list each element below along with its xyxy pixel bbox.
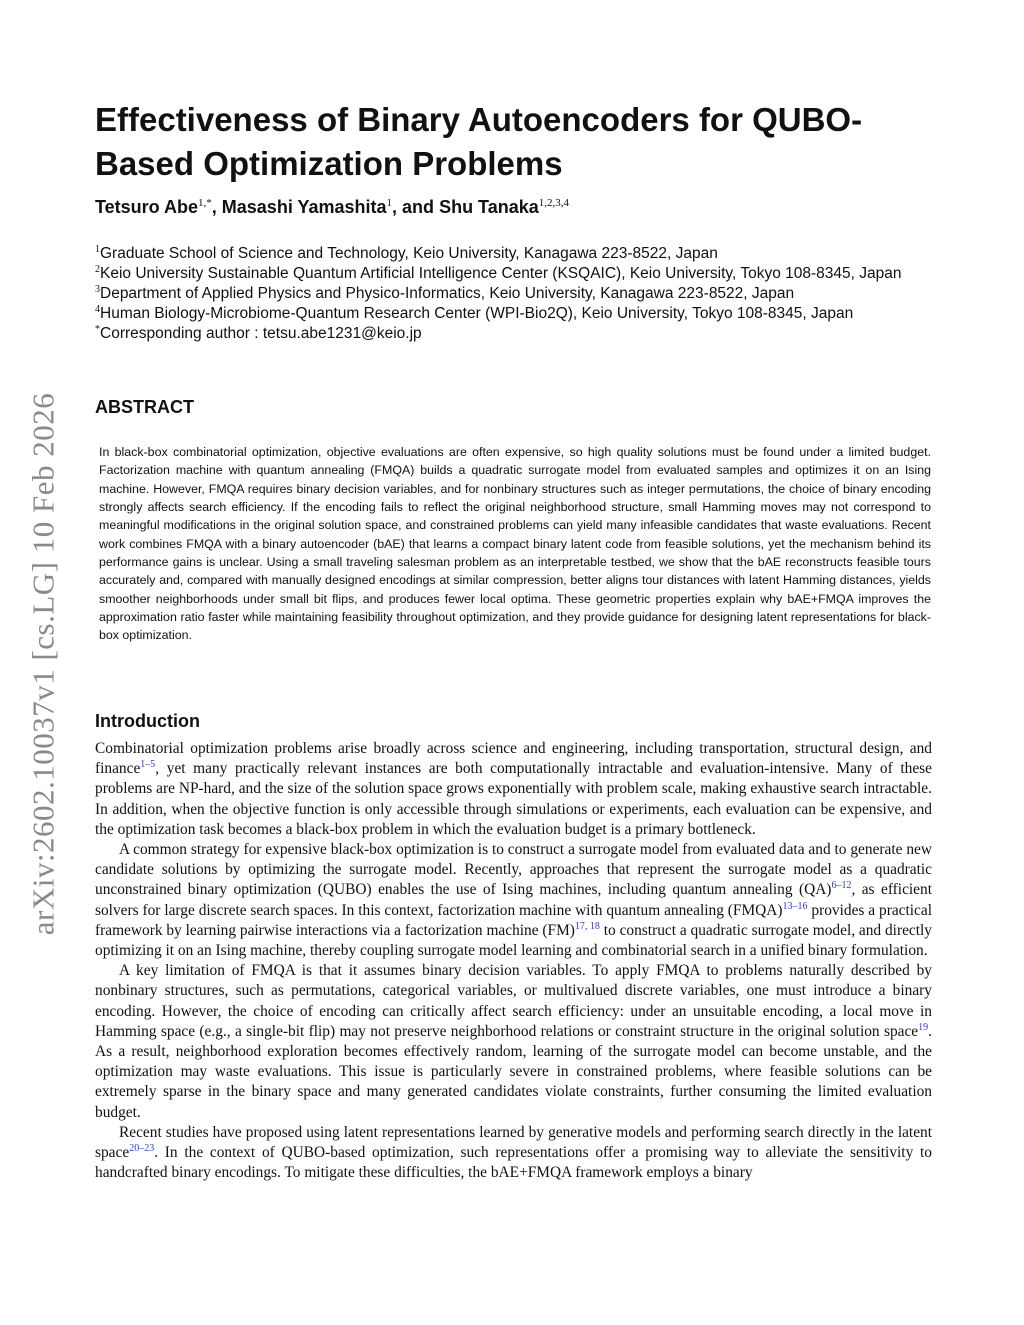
author-name: Shu Tanaka (439, 197, 539, 217)
affiliation-mark: * (95, 324, 100, 335)
citation-link[interactable]: 17, 18 (574, 920, 600, 932)
citation-link[interactable]: 6–12 (831, 880, 852, 892)
author-affiliation-mark: 1,* (198, 197, 212, 209)
affiliation-text: Department of Applied Physics and Physico-Informatics, Keio University, Kanagawa 223-8522, Japan (100, 285, 795, 302)
affiliation-mark: 3 (95, 284, 100, 295)
affiliation-mark: 4 (95, 304, 100, 315)
citation-link[interactable]: 1–5 (140, 759, 156, 771)
corresponding-author (95, 324, 945, 344)
author-list (95, 194, 945, 220)
affiliation-mark: 2 (95, 264, 100, 275)
affiliation-item (95, 284, 945, 304)
affiliation-text: Human Biology-Microbiome-Quantum Research Center (WPI-Bio2Q), Keio University, Tokyo 108-8345, Japan (100, 305, 854, 322)
author-separator: , (211, 197, 222, 217)
author-affiliation-mark: 1 (386, 197, 393, 209)
author-name: Tetsuro Abe (95, 197, 199, 217)
author-affiliation-mark: 1,2,3,4 (538, 197, 570, 209)
citation-link[interactable]: 20–23 (129, 1143, 155, 1155)
corresponding-author-text: Corresponding author : tetsu.abe1231@keio.jp (100, 325, 422, 342)
affiliation-item (95, 244, 945, 264)
affiliation-mark: 1 (95, 244, 100, 255)
affiliation-list (95, 244, 945, 344)
introduction-paragraph: Combinatorial optimization problems arise broadly across science and engineering, including transportation, structural design, and finance$^{1-5}$, yet many practically relevant instances are both computationally intractable and evaluation-intensive. Many of these problems are NP-hard, and the size of the solution space grows exponentially with problem scale, making exhaustive search intractable. In addition, when the objective function is only accessible through simulations or experiments, each evaluation can be expensive, and the optimization task becomes a black-box problem in which the evaluation budget is a primary bottleneck. (95, 740, 932, 838)
introduction-heading: Introduction (95, 711, 200, 731)
abstract-body: In black-box combinatorial optimization, objective evaluations are often expensive, so high quality solutions must be found under a limited budget. Factorization machine with quantum annealing (FMQA) builds a quadratic surrogate model from evaluated samples and optimizes it on an Ising machine. However, FMQA requires binary decision variables, and for nonbinary structures such as integer permutations, the choice of binary encoding strongly affects search efficiency. If the encoding fails to reflect the original neighborhood structure, small Hamming moves may not correspond to meaningful modifications in the original solution space, and constrained problems can yield many infeasible candidates that waste evaluations. Recent work combines FMQA with a binary autoencoder (bAE) that learns a compact binary latent code from feasible solutions, yet the mechanism behind its performance gains is unclear. Using a small traveling salesman problem as an interpretable testbed, we show that the bAE reconstructs feasible tours accurately and, compared with manually designed encodings at similar compression, better aligns tour distances with latent Hamming distances, yields smoother neighborhoods under small bit flips, and produces fewer local optima. These geometric properties explain why bAE+FMQA improves the approximation ratio faster while maintaining feasibility throughout optimization, and they provide guidance for designing latent representations for black-box optimization. (99, 445, 931, 643)
abstract-heading: ABSTRACT (95, 397, 194, 417)
introduction-paragraph: A common strategy for expensive black-box optimization is to construct a surrogate model from evaluated data and to generate new candidate solutions by optimizing the surrogate model. Recently, approaches that represent the surrogate model as a quadratic unconstrained binary optimization (QUBO) enables the use of Ising machines, including quantum annealing (QA)$^{6-12}$, as efficient solvers for large discrete search spaces. In this context, factorization machine with quantum annealing (FMQA)$^{13-16}$ provides a practical framework by learning pairwise interactions via a factorization machine (FM)$^{17, 18}$ to construct a quadratic surrogate model, and directly optimizing it on an Ising machine, thereby coupling surrogate model learning and combinatorial search in a unified binary formulation. (95, 841, 932, 960)
affiliation-text: Keio University Sustainable Quantum Artificial Intelligence Center (KSQAIC), Keio University, Tokyo 108-8345, Japan (100, 265, 902, 282)
citation-link[interactable]: 19 (918, 1021, 929, 1033)
author-separator: , and (392, 197, 440, 217)
affiliation-item (95, 264, 945, 284)
affiliation-text: Graduate School of Science and Technology, Keio University, Kanagawa 223-8522, Japan (100, 245, 718, 262)
arxiv-id-text: arXiv:2602.10037v1 [cs.LG] 10 Feb 2026 (25, 392, 60, 936)
citation-link[interactable]: 13–16 (782, 900, 808, 912)
introduction-body (95, 739, 932, 1183)
paper-title: Effectiveness of Binary Autoencoders for QUBO-Based Optimization Problems (95, 101, 863, 182)
affiliation-item (95, 304, 945, 324)
arxiv-sidebar-stamp (16, 372, 70, 956)
introduction-paragraph: A key limitation of FMQA is that it assumes binary decision variables. To apply FMQA to problems naturally described by nonbinary structures, such as permutations, categorical variables, or multivalued discrete variables, one must introduce a binary encoding. However, the choice of encoding can critically affect search efficiency: under an unsuitable encoding, a local move in Hamming space (e.g., a single-bit flip) may not preserve neighborhood relations or constraint structure in the original solution space$^{19}$. As a result, neighborhood exploration becomes effectively random, learning of the surrogate model can become unstable, and the optimization may waste evaluations. This issue is particularly severe in constrained problems, where feasible solutions can be extremely sparse in the binary space and many generated candidates violate constraints, further consuming the limited evaluation budget. (95, 962, 932, 1121)
introduction-paragraph: Recent studies have proposed using latent representations learned by generative models and performing search directly in the latent space$^{20-23}$. In the context of QUBO-based optimization, such representations offer a promising way to alleviate the sensitivity to handcrafted binary encodings. To mitigate these difficulties, the bAE+FMQA framework employs a binary (95, 1123, 932, 1182)
author-name: Masashi Yamashita (221, 197, 387, 217)
